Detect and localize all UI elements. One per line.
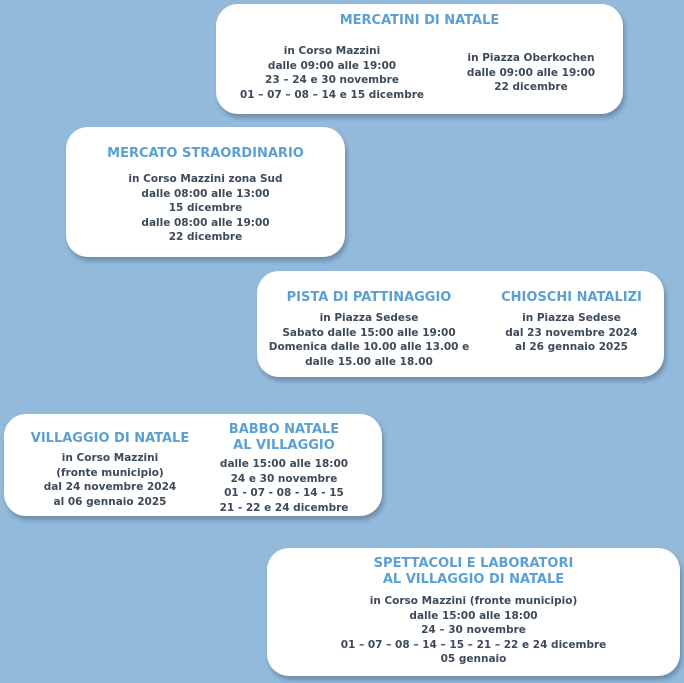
info-line: (fronte municipio): [56, 466, 164, 479]
info-line: in Piazza Sedese: [522, 312, 621, 324]
card-column: [267, 594, 680, 667]
title-line: BABBO NATALE: [228, 422, 340, 437]
info-line: al 06 gennaio 2025: [53, 495, 167, 508]
card-title: MERCATO STRAORDINARIO: [107, 146, 304, 161]
info-line: 01 - 07 - 08 - 14 - 15: [224, 487, 344, 499]
info-line: dal 23 novembre 2024: [505, 326, 638, 339]
info-line: 22 dicembre: [168, 231, 243, 243]
title-line: SPETTACOLI E LABORATORI: [373, 556, 574, 571]
event-card-villaggio: [4, 414, 382, 516]
info-line: 24 e 30 novembre: [230, 472, 338, 485]
info-line: 01 – 07 – 08 – 14 – 15 – 21 – 22 e 24 dicembre: [340, 638, 607, 651]
card-column-chioschi: [479, 311, 664, 355]
info-line: 22 dicembre: [494, 81, 568, 93]
info-line: 21 - 22 e 24 dicembre: [219, 501, 349, 514]
info-line: in Corso Mazzini: [283, 45, 381, 57]
card-title-pista: PISTA DI PATTINAGGIO: [286, 290, 452, 305]
info-line: 24 – 30 novembre: [421, 624, 526, 636]
info-line: in Piazza Sedese: [319, 312, 419, 324]
info-line: Sabato dalle 15:00 alle 19:00: [282, 326, 456, 339]
title-line: AL VILLAGGIO DI NATALE: [382, 572, 565, 587]
info-line: al 26 gennaio 2025: [515, 341, 628, 353]
info-line: dalle 15:00 alle 18:00: [219, 458, 349, 470]
card-column-villaggio: [4, 451, 216, 509]
info-line: 15 dicembre: [168, 202, 243, 214]
info-line: 23 – 24 e 30 novembre: [265, 74, 399, 86]
card-title-babbo-natale: [210, 422, 358, 454]
info-line: 01 – 07 – 08 – 14 e 15 dicembre: [239, 88, 425, 101]
info-line: in Piazza Oberkochen: [467, 52, 595, 64]
info-line: dalle 09:00 alle 19:00: [466, 66, 596, 79]
info-line: in Corso Mazzini zona Sud: [128, 173, 283, 185]
event-card-mercato-straordinario: [66, 127, 345, 257]
info-line: Domenica dalle 10.00 alle 13.00 e: [268, 341, 470, 353]
card-title-villaggio: VILLAGGIO DI NATALE: [30, 431, 190, 446]
title-line: AL VILLAGGIO: [233, 438, 335, 453]
info-line: in Corso Mazzini: [61, 452, 159, 464]
info-line: in Corso Mazzini (fronte municipio): [369, 595, 578, 607]
info-line: dalle 09:00 alle 19:00: [267, 59, 397, 72]
card-title: MERCATINI DI NATALE: [339, 13, 500, 28]
info-line: 05 gennaio: [440, 653, 507, 665]
info-line: dalle 15.00 alle 18.00: [305, 355, 433, 368]
card-column: [66, 172, 345, 245]
event-card-spettacoli: [267, 548, 680, 676]
card-column-pista: [257, 311, 481, 369]
info-line: dal 24 novembre 2024: [43, 481, 177, 493]
card-column-babbo-natale: [210, 457, 358, 515]
card-column-piazza-oberkochen: [442, 51, 620, 95]
info-line: dalle 08:00 alle 19:00: [141, 216, 270, 229]
event-card-mercatini: [216, 4, 623, 114]
card-title-chioschi: CHIOSCHI NATALIZI: [501, 290, 642, 305]
card-column-corso-mazzini: [216, 44, 448, 102]
info-line: dalle 08:00 alle 13:00: [141, 187, 270, 200]
info-line: dalle 15:00 alle 18:00: [409, 609, 538, 622]
event-card-pista-chioschi: [257, 271, 664, 377]
card-title: [267, 556, 680, 588]
